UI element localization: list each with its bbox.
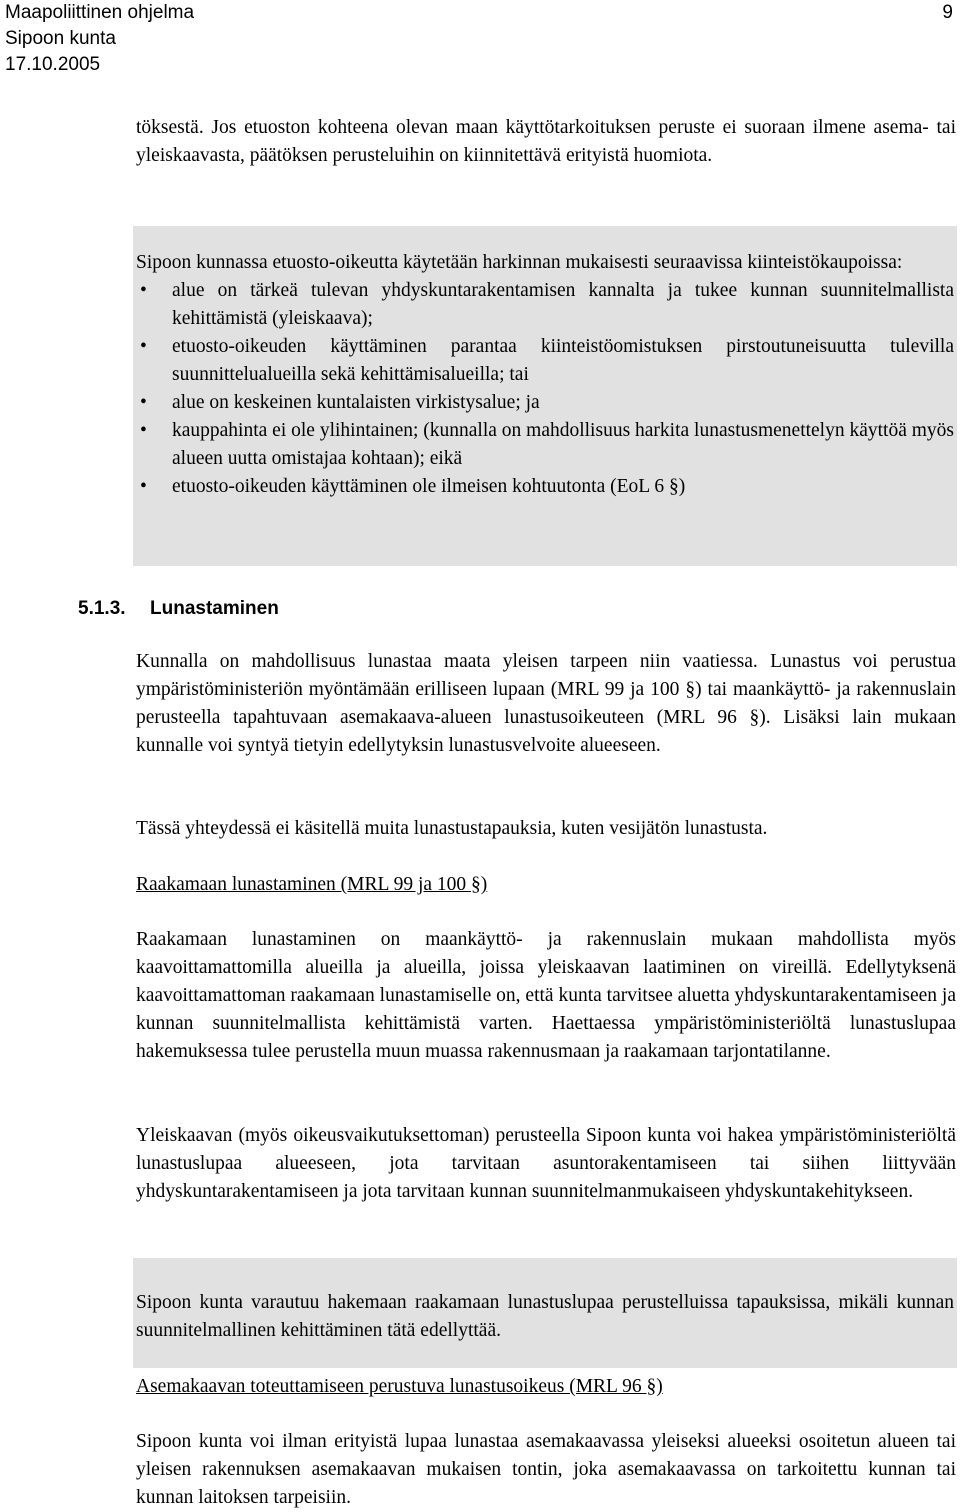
list-item: • kauppahinta ei ole ylihintainen; (kunnalla on mahdollisuus harkita lunastusmenettelyn käyttöä myös alueen uutta omistajaa kohtaan); eikä xyxy=(136,417,954,473)
bullet-icon: • xyxy=(140,336,147,357)
bullet-icon: • xyxy=(140,476,147,497)
policy-box-preemption xyxy=(133,226,957,566)
document-date: 17.10.2005 xyxy=(5,54,101,75)
list-item: • alue on tärkeä tulevan yhdyskuntarakentamisen kannalta ja tukee kunnan suunnitelmallista kehittämistä (yleiskaava); xyxy=(136,277,954,333)
section-heading xyxy=(78,596,279,622)
criteria-list xyxy=(136,277,954,501)
page-header xyxy=(5,0,955,78)
subheading-detailed-plan: Asemakaavan toteuttamiseen perustuva lunastusoikeus (MRL 96 §) xyxy=(136,1376,663,1397)
document-title: Maapoliittinen ohjelma xyxy=(5,2,195,23)
section-number: 5.1.3. xyxy=(78,598,126,619)
list-item: • alue on keskeinen kuntalaisten virkistysalue; ja xyxy=(136,389,954,417)
paragraph-raw-land: Raakamaan lunastaminen on maankäyttö- ja rakennuslain mukaan mahdollista myös kaavoittamattomilla alueilla ja alueilla, joissa yleiskaavan laatiminen on vireillä. Edellytyksenä kaavoittamattoman raakamaan lunastamiselle on, että kunta tarvitsee aluetta yhdyskuntarakentamiseen ja kunnan suunnitelmallista kehittämistä varten. Haettaessa ympäristöministeriöltä lunastuslupaa hakemuksessa tulee perustella muun muassa rakennusmaan ja raakamaan tarjontatilanne. xyxy=(136,929,956,1062)
policy-box-raw-land xyxy=(133,1258,957,1368)
policy-box-text: Sipoon kunta varautuu hakemaan raakamaan lunastuslupaa perustelluissa tapauksissa, mikäli kunnan suunnitelmallinen kehittäminen tätä edellyttää. xyxy=(136,1292,954,1341)
subheading-raw-land: Raakamaan lunastaminen (MRL 99 ja 100 §) xyxy=(136,874,488,895)
bullet-icon: • xyxy=(140,420,147,441)
list-item: • etuosto-oikeuden käyttäminen parantaa kiinteistöomistuksen pirstoutuneisuutta tulevilla suunnittelualueilla sekä kehittämisalueilla; tai xyxy=(136,333,954,389)
page-number: 9 xyxy=(942,2,953,23)
policy-box-lead: Sipoon kunnassa etuosto-oikeutta käytetään harkinnan mukaisesti seuraavissa kiinteistökaupoissa: xyxy=(136,252,903,273)
intro-paragraph: töksestä. Jos etuoston kohteena olevan maan käyttötarkoituksen peruste ei suoraan ilmene asema- tai yleiskaavasta, päätöksen perusteluihin on kiinnitettävä erityistä huomiota. xyxy=(136,117,956,166)
bullet-icon: • xyxy=(140,280,147,301)
paragraph-master-plan: Yleiskaavan (myös oikeusvaikutuksettoman) perusteella Sipoon kunta voi hakea ympäristöministeriöltä lunastuslupaa alueeseen, jota tarvitaan asuntorakentamiseen tai siihen liittyvään yhdyskuntarakentamiseen ja jota tarvitaan kunnan suunnitelmanmukaiseen yhdyskuntakehitykseen. xyxy=(136,1125,956,1202)
paragraph-scope-note: Tässä yhteydessä ei käsitellä muita lunastustapauksia, kuten vesijätön lunastusta. xyxy=(136,818,768,839)
paragraph-detailed-plan: Sipoon kunta voi ilman erityistä lupaa lunastaa asemakaavassa yleiseksi alueeksi osoitetun alueen tai yleisen rakennuksen asemakaavan mukaisen tontin, joka asemakaavassa on tarkoitettu kunnan tai kunnan laitoksen tarpeisiin. xyxy=(136,1431,956,1508)
section-title: Lunastaminen xyxy=(150,598,279,619)
list-item: • etuosto-oikeuden käyttäminen ole ilmeisen kohtuutonta (EoL 6 §) xyxy=(136,473,954,501)
bullet-icon: • xyxy=(140,392,147,413)
organization-name: Sipoon kunta xyxy=(5,28,116,49)
paragraph-expropriation-intro: Kunnalla on mahdollisuus lunastaa maata yleisen tarpeen niin vaatiessa. Lunastus voi perustua ympäristöministeriön myöntämään erilliseen lupaan (MRL 99 ja 100 §) tai maankäyttö- ja rakennuslain perusteella tapahtuvaan asemakaava-alueen lunastusoikeuteen (MRL 96 §). Lisäksi lain mukaan kunnalle voi syntyä tietyin edellytyksin lunastusvelvoite alueeseen. xyxy=(136,651,956,756)
